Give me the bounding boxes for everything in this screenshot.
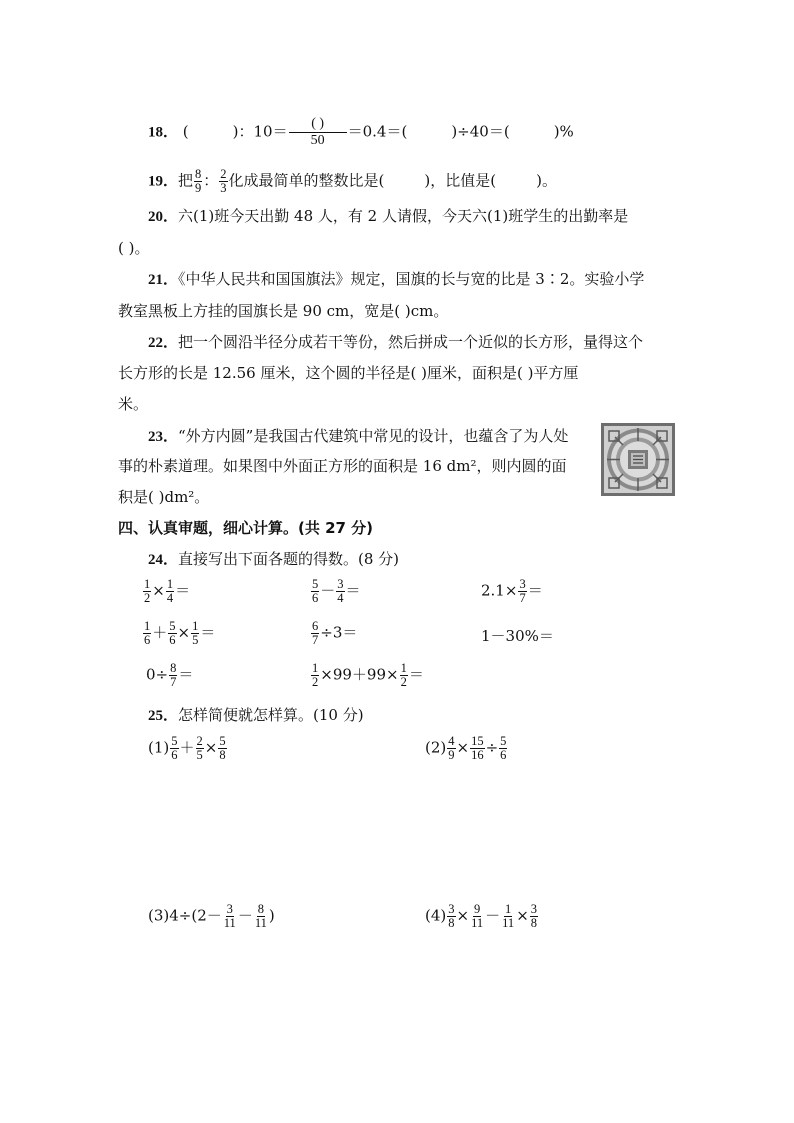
q25-problem-2: (2) $\frac{4}{9}$ × $\frac{15}{16}$ ÷ $\frac{5}{6}$ [425,734,507,762]
question-24: 24．直接写出下面各题的得数。(8 分) [148,550,400,568]
question-25: 25．怎样简便就怎样算。(10 分) [148,706,364,724]
question-23-line-2: 事的朴素道理。如果图中外面正方形的面积是 16 dm²，则内圆的面 [118,457,567,475]
q24-expression-6: 1－30%＝ [481,627,554,645]
question-22-line-1: 22．把一个圆沿半径分成若干等份，然后拼成一个近似的长方形，量得这个 [148,333,644,351]
question-21-line-1: 21．《中华人民共和国国旗法》规定，国旗的长与宽的比是 3∶2。实验小学 [148,270,645,288]
question-18: 18． ( )：10＝ $\frac{( )}{50}$ ＝0.4＝( )÷40＝( )% [148,116,574,148]
q24-expression-3: 2.1× $\frac{3}{7}$ ＝ [481,577,543,605]
q19-fraction-2: $\frac{2}{3}$ [220,167,227,195]
q18-number: 18． [148,124,179,141]
q24-expression-4: $\frac{1}{6}$ ＋ $\frac{5}{6}$ × $\frac{1}{5}$ ＝ [144,619,216,647]
square-with-circle-pattern-icon [601,423,675,496]
question-20-line-2: ( )。 [118,239,150,257]
q25-problem-4: (4) $\frac{3}{8}$ × $\frac{9}{11}$ － $\frac{1}{11}$ × $\frac{3}{8}$ [425,902,538,930]
q24-expression-8: $\frac{1}{2}$ ×99＋99× $\frac{1}{2}$ ＝ [312,661,424,689]
q24-expression-1: $\frac{1}{2}$ × $\frac{1}{4}$ ＝ [144,577,191,605]
q25-problem-3: (3)4÷(2－ $\frac{3}{11}$ － $\frac{8}{11}$ ) [148,902,275,930]
q19-fraction-1: $\frac{8}{9}$ [195,167,202,195]
q24-expression-5: $\frac{6}{7}$ ÷3＝ [312,619,358,647]
question-20-line-1: 20．六(1)班今天出勤 48 人，有 2 人请假，今天六(1)班学生的出勤率是 [148,207,629,225]
question-19: 19．把 $\frac{8}{9}$ ： $\frac{2}{3}$ 化成最简单的整数比是( )，比值是( )。 [148,167,557,195]
question-21-line-2: 教室黑板上方挂的国旗长是 90 cm，宽是( )cm。 [118,302,449,320]
q24-expression-7: 0÷ $\frac{8}{7}$ ＝ [146,661,194,689]
question-23-line-3: 积是( )dm²。 [118,488,210,506]
q25-problem-1: (1) $\frac{5}{6}$ ＋ $\frac{2}{5}$ × $\frac{5}{8}$ [148,734,226,762]
question-23-line-1: 23．“外方内圆”是我国古代建筑中常见的设计，也蕴含了为人处 [148,427,569,445]
q24-expression-2: $\frac{5}{6}$ － $\frac{3}{4}$ ＝ [312,577,361,605]
question-22-line-3: 米。 [118,395,149,413]
section-4-title: 四、认真审题，细心计算。(共 27 分) [118,519,374,537]
question-22-line-2: 长方形的长是 12.56 厘米，这个圆的半径是( )厘米，面积是( )平方厘 [118,364,579,382]
q18-fraction: $\frac{( )}{50}$ [289,116,347,149]
